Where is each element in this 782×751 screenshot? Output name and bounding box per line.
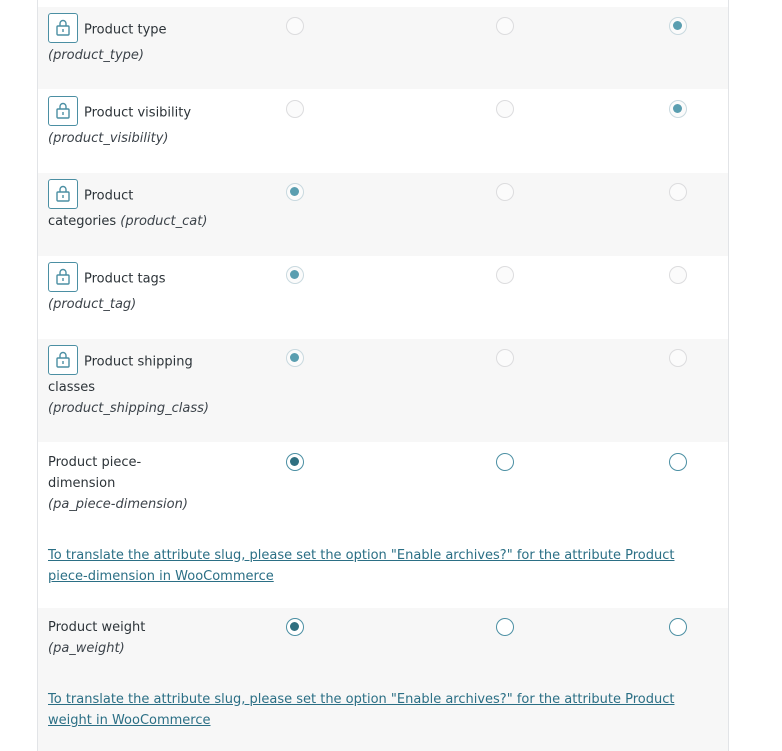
taxonomy-name-cont: classes <box>48 380 96 395</box>
radio-do-nothing[interactable] <box>286 453 304 471</box>
row-label <box>48 617 218 659</box>
radio-copy[interactable] <box>496 266 514 284</box>
radio-translate[interactable] <box>669 453 687 471</box>
radio-translate[interactable] <box>669 618 687 636</box>
taxonomy-name: Product visibility <box>84 105 192 121</box>
radio-copy[interactable] <box>496 453 514 471</box>
row-label <box>48 181 218 232</box>
radio-translate[interactable] <box>669 266 687 284</box>
radio-do-nothing[interactable] <box>286 266 304 284</box>
radio-do-nothing[interactable] <box>286 618 304 636</box>
radio-copy[interactable] <box>496 100 514 118</box>
table-row <box>38 173 728 256</box>
taxonomy-slug: (product_type) <box>48 48 144 63</box>
lock-icon[interactable] <box>48 345 78 375</box>
row-label <box>48 347 218 419</box>
taxonomy-slug: (product_cat) <box>120 214 208 229</box>
radio-copy[interactable] <box>496 183 514 201</box>
taxonomy-name: Product shipping <box>84 354 193 370</box>
table-row <box>38 256 728 339</box>
taxonomy-slug: (product_shipping_class) <box>48 401 209 416</box>
taxonomy-name: Product tags <box>84 271 166 287</box>
radio-translate[interactable] <box>669 183 687 201</box>
table-row <box>38 339 728 442</box>
table-row <box>38 442 728 608</box>
lock-icon[interactable] <box>48 262 78 292</box>
taxonomy-slug: (product_tag) <box>48 297 137 312</box>
radio-copy[interactable] <box>496 618 514 636</box>
taxonomy-name-cont: categories <box>48 214 117 229</box>
table-row <box>38 608 728 751</box>
enable-archives-link[interactable]: To translate the attribute slug, please set the option "Enable archives?" for the attribute Product piece-dimension in WooCommerce <box>48 548 675 584</box>
enable-archives-link[interactable]: To translate the attribute slug, please set the option "Enable archives?" for the attribute Product weight in WooCommerce <box>48 692 675 728</box>
row-label <box>48 98 218 149</box>
table-row <box>38 89 728 173</box>
taxonomy-name: Product type <box>84 22 167 38</box>
translation-settings-panel <box>37 0 729 751</box>
radio-do-nothing[interactable] <box>286 349 304 367</box>
attribute-name-cont: dimension <box>48 476 116 491</box>
lock-icon[interactable] <box>48 96 78 126</box>
radio-translate[interactable] <box>669 17 687 35</box>
radio-translate[interactable] <box>669 349 687 367</box>
radio-do-nothing[interactable] <box>286 183 304 201</box>
row-label <box>48 452 218 515</box>
row-label <box>48 264 218 315</box>
attribute-slug: (pa_piece-dimension) <box>48 497 188 512</box>
radio-do-nothing[interactable] <box>286 17 304 35</box>
radio-translate[interactable] <box>669 100 687 118</box>
radio-do-nothing[interactable] <box>286 100 304 118</box>
row-label <box>48 15 218 66</box>
attribute-slug: (pa_weight) <box>48 641 125 656</box>
lock-icon[interactable] <box>48 13 78 43</box>
radio-copy[interactable] <box>496 17 514 35</box>
attribute-name: Product weight <box>48 620 146 635</box>
taxonomy-slug: (product_visibility) <box>48 131 169 146</box>
taxonomy-name: Product <box>84 188 134 204</box>
table-row <box>38 7 728 89</box>
attribute-name: Product piece- <box>48 455 142 470</box>
lock-icon[interactable] <box>48 179 78 209</box>
radio-copy[interactable] <box>496 349 514 367</box>
